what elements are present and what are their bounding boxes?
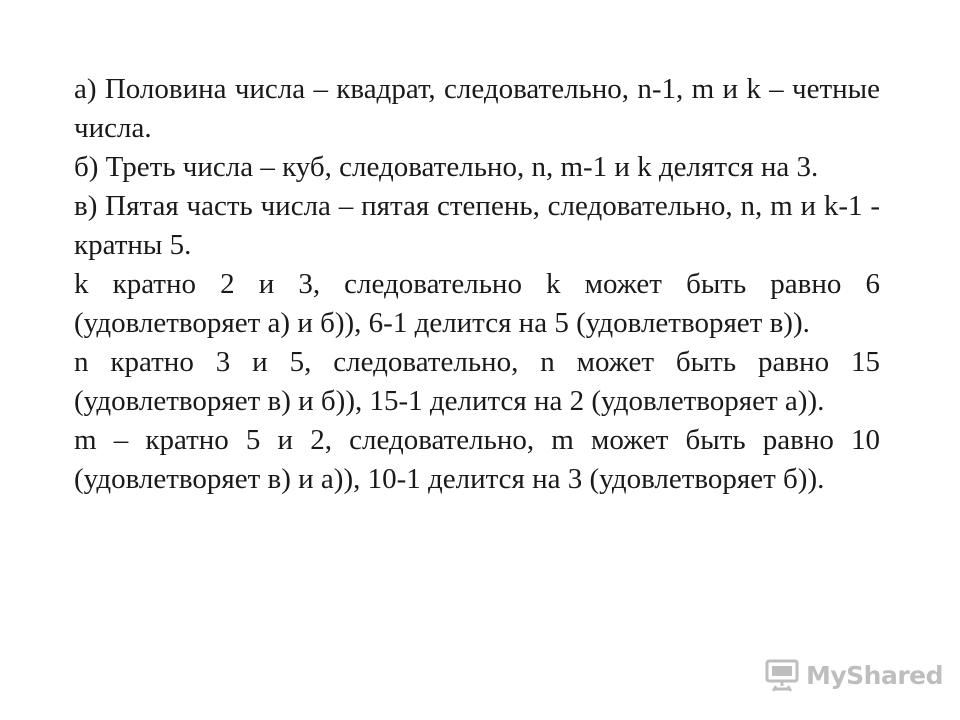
paragraph-k: k кратно 2 и 3, следовательно k может быть равно 6 (удовлетворяет а) и б)), 6-1 делится на 5 (удовлетворяет в)). <box>74 268 880 339</box>
paragraph-n: n кратно 3 и 5, следовательно, n может быть равно 15 (удовлетворяет в) и б)), 15-1 делится на 2 (удовлетворяет а)). <box>74 346 880 417</box>
paragraph-m: m – кратно 5 и 2, следовательно, m может быть равно 10 (удовлетворяет в) и а)), 10-1 делится на 3 (удовлетворяет б)). <box>74 424 880 495</box>
paragraph-v: в) Пятая часть числа – пятая степень, следовательно, n, m и k-1 - кратны 5. <box>74 190 880 261</box>
myshared-watermark <box>764 655 943 695</box>
projector-screen-icon <box>764 658 800 692</box>
paragraph-a: а) Половина числа – квадрат, следовательно, n-1, m и k – четные числа. <box>74 73 880 144</box>
paragraph-b: б) Треть числа – куб, следовательно, n, m-1 и k делятся на 3. <box>74 151 819 183</box>
slide-body <box>74 70 880 499</box>
watermark-text: MyShared <box>806 660 944 690</box>
